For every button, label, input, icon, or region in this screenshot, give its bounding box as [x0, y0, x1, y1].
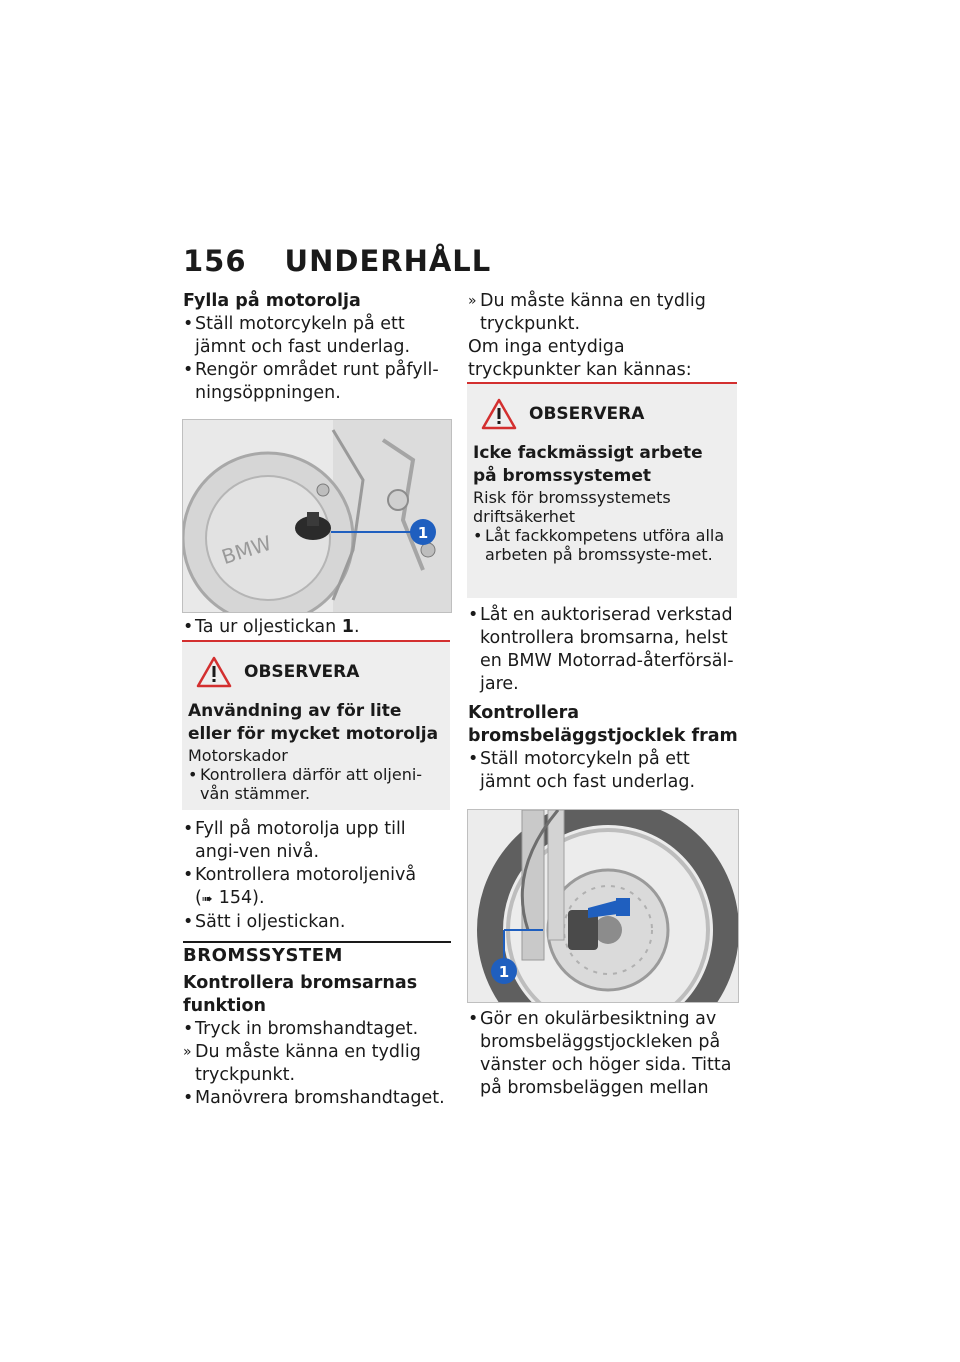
list-item: • Manövrera bromshandtaget. — [183, 1088, 445, 1108]
list-item: • Fyll på motorolja upp till angi-ven nivå. — [183, 819, 406, 862]
heading-fill-oil: Fylla på motorolja — [183, 291, 361, 311]
list-item: • Tryck in bromshandtaget. — [183, 1019, 419, 1039]
right-column-pads — [468, 604, 738, 794]
engine-oil-figure — [182, 419, 452, 613]
list-item: • Ta ur oljestickan 1. — [183, 617, 360, 637]
bullet-icon: • — [468, 605, 479, 625]
bullet-icon: • — [183, 819, 194, 839]
list-item: • Rengör området runt påfyll-ningsöppningen. — [183, 360, 439, 403]
right-column-inspect — [468, 1008, 738, 1100]
bullet-icon: • — [473, 526, 483, 545]
warning-subhead: Icke fackmässigt arbete på bromssystemet — [473, 443, 703, 486]
list-item: • Kontrollera motoroljenivå — [183, 865, 417, 885]
left-column-dipstick — [183, 616, 451, 639]
bullet-icon: • — [183, 617, 194, 637]
front-wheel-illustration-icon — [468, 810, 738, 1002]
result-arrow-icon: » — [468, 293, 477, 309]
engine-illustration-icon — [183, 420, 451, 612]
bullet-icon: • — [183, 1019, 194, 1039]
list-item: • Ställ motorcykeln på ett jämnt och fast underlag. — [183, 314, 411, 357]
note-text: Om inga entydiga tryckpunkter kan kännas: — [468, 337, 692, 380]
arrow-right-icon: ➠ — [201, 892, 213, 907]
heading-pad-thickness: Kontrollera bromsbeläggstjocklek fram — [468, 703, 738, 746]
section-divider — [183, 941, 451, 943]
warning-label: OBSERVERA — [244, 662, 360, 682]
warning-action: • Kontrollera därför att oljeni-vån stämmer. — [188, 765, 423, 803]
bullet-icon: • — [183, 360, 194, 380]
result-arrow-icon: » — [183, 1044, 192, 1060]
list-item: • Sätt i oljestickan. — [183, 912, 346, 932]
bullet-icon: • — [183, 1088, 194, 1108]
section-title: BROMSSYSTEM — [183, 945, 343, 966]
bullet-icon: • — [468, 1009, 479, 1029]
bullet-icon: • — [183, 912, 194, 932]
warning-subhead: Användning av för lite eller för mycket motorolja — [188, 701, 439, 744]
warning-box-brakes — [467, 382, 737, 598]
page-header — [183, 244, 491, 278]
left-column-refill — [183, 818, 451, 934]
bullet-icon: • — [468, 749, 479, 769]
bullet-icon: • — [188, 765, 198, 784]
result-item: » Du måste känna en tydlig tryckpunkt. — [468, 291, 706, 334]
bullet-icon: • — [183, 314, 194, 334]
list-item: • Låt en auktoriserad verkstad kontrollera bromsarna, helst en BMW Motorrad-återförsäl-jare. — [468, 605, 734, 694]
list-item: • Ställ motorcykeln på ett jämnt och fast underlag. — [468, 749, 696, 792]
warning-triangle-icon — [196, 656, 232, 688]
warning-label: OBSERVERA — [529, 404, 645, 424]
right-column — [468, 290, 738, 382]
warning-triangle-icon — [481, 398, 517, 430]
warning-risk: Risk för bromssystemets driftsäkerhet — [473, 488, 671, 526]
svg-text:BMW: BMW — [218, 530, 275, 570]
page-reference[interactable]: (➠ 154). — [183, 887, 451, 911]
warning-action: • Låt fackkompetens utföra alla arbeten på bromssyste-met. — [473, 526, 725, 564]
callout-1: 1 — [417, 524, 429, 542]
page-number: 156 — [183, 244, 247, 278]
front-brake-figure — [467, 809, 739, 1003]
left-column — [183, 290, 451, 405]
heading-brake-function: Kontrollera bromsarnas funktion — [183, 973, 418, 1016]
callout-1: 1 — [498, 963, 510, 981]
result-item: » Du måste känna en tydlig tryckpunkt. — [183, 1042, 421, 1085]
warning-risk: Motorskador — [188, 746, 288, 765]
list-item: • Gör en okulärbesiktning av bromsbeläggstjockleken på vänster och höger sida. Titta på bromsbeläggen mellan — [468, 1009, 732, 1098]
chapter-title: UNDERHÅLL — [284, 244, 492, 278]
bullet-icon: • — [183, 865, 194, 885]
left-column-brakes — [183, 972, 451, 1110]
warning-box-oil — [182, 640, 450, 810]
